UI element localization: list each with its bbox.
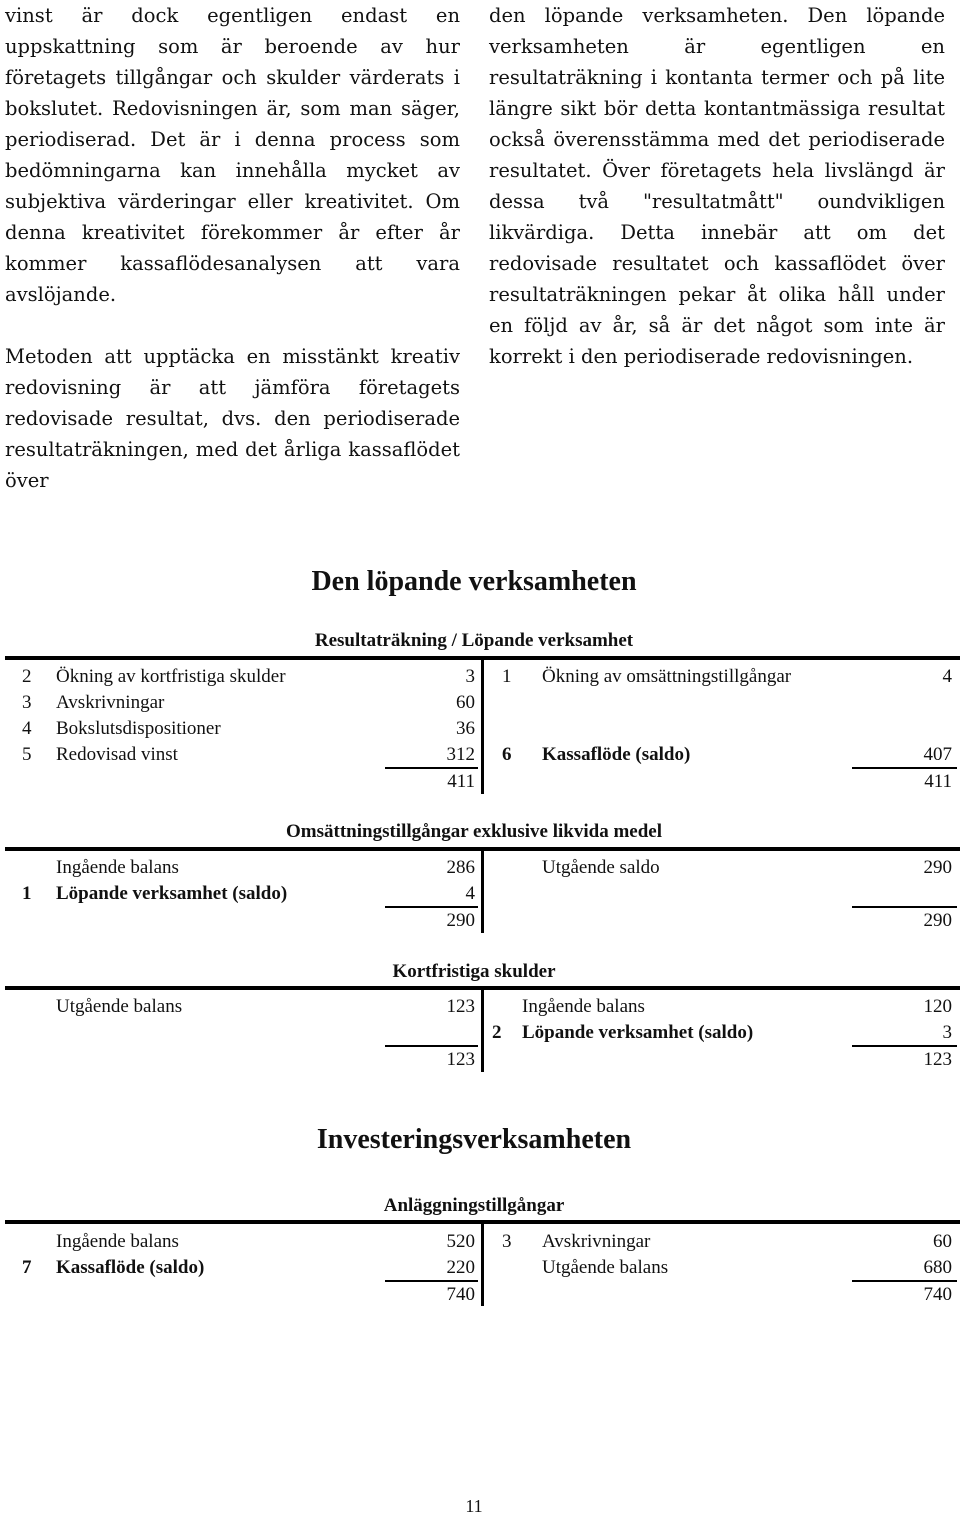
entry-amount: 120 [923,996,952,1017]
entry-label: Bokslutsdispositioner [56,718,221,739]
total-right: 290 [923,910,952,931]
entry-amount: 4 [942,666,952,687]
sum-underline [385,1280,478,1282]
sum-underline [385,1045,478,1047]
total-left: 411 [447,771,475,792]
total-right: 411 [924,771,952,792]
entry-amount: 290 [923,857,952,878]
sum-underline [852,1045,957,1047]
ref-number: 1 [22,883,32,904]
sum-underline [852,906,957,908]
entry-amount: 4 [465,883,475,904]
account-title-resultatrakning: Resultaträkning / Löpande verksamhet [314,630,634,651]
entry-label: Utgående saldo [542,857,660,878]
t-account-divider [481,851,484,933]
left-text-column [5,0,460,496]
sum-underline [852,1280,957,1282]
entry-amount: 36 [456,718,475,739]
entry-label: Ingående balans [56,857,179,878]
section-title-investering: Investeringsverksamheten [316,1124,632,1155]
entry-amount: 3 [465,666,475,687]
total-left: 290 [446,910,475,931]
entry-amount: 60 [456,692,475,713]
t-account-divider [481,1224,484,1306]
entry-label: Redovisad vinst [56,744,178,765]
total-left: 123 [446,1049,475,1070]
entry-label: Avskrivningar [542,1231,651,1252]
entry-label: Utgående balans [56,996,183,1017]
account-title-kortfristiga-skulder: Kortfristiga skulder [392,961,556,982]
entry-amount: 123 [446,996,475,1017]
account-title-anlaggningstillgangar: Anläggningstillgångar [383,1195,565,1216]
entry-label: Ingående balans [522,996,645,1017]
t-account-divider [481,660,484,794]
ref-number: 2 [22,666,32,687]
entry-label: Löpande verksamhet (saldo) [56,883,288,904]
account-title-omsattningstillgangar: Omsättningstillgångar exklusive likvida medel [286,821,662,842]
entry-amount: 286 [446,857,475,878]
entry-label: Ökning av omsättningstillgångar [542,666,792,687]
entry-label: Ökning av kortfristiga skulder [56,666,286,687]
entry-amount: 3 [942,1022,952,1043]
ref-number: 3 [22,692,32,713]
entry-amount: 220 [446,1257,475,1278]
right-text-column [489,0,945,372]
ref-number: 6 [502,744,512,765]
sum-underline [385,906,478,908]
entry-label: Löpande verksamhet (saldo) [522,1022,754,1043]
ref-number: 5 [22,744,32,765]
entry-amount: 680 [923,1257,952,1278]
sum-underline [852,767,957,769]
total-left: 740 [446,1284,475,1305]
left-paragraph-1: vinst är dock egentligen endast en uppskattning som är beroende av hur företagets tillgångar och skulder värderats i bokslutet. Redovisningen är, som man säger, periodiserad. Det är i denna process som bedömningarna kan innehålla mycket av subjektiva värderingar eller kreativitet. Om denna kreativitet förekommer år efter år kommer kassaflödesanalysen att vara avslöjande. [5,4,460,306]
section-title-lopande: Den löpande verksamheten [311,566,637,597]
ref-number: 7 [22,1257,32,1278]
page-number: 11 [465,1496,483,1516]
right-paragraph-1: den löpande verksamheten. Den löpande verksamheten är egentligen en resultaträkning i kontanta termer och på lite längre sikt bör detta kontantmässiga resultat också överensstämma med det periodiserade resultatet. Över företagets hela livslängd är dessa två "resultatmått" oundvikligen likvärdiga. Detta innebär att om det redovisade resultatet och kassaflödet över resultaträkningen pekar åt olika håll under en följd av år, så är det något som inte är korrekt i den periodiserade redovisningen. [489,4,945,368]
entry-amount: 407 [923,744,952,765]
left-paragraph-2: Metoden att upptäcka en misstänkt kreativ redovisning är att jämföra företagets redovisade resultat, dvs. den periodiserade resultaträkningen, med det årliga kassaflödet över [5,345,460,492]
entry-label: Ingående balans [56,1231,179,1252]
entry-amount: 60 [933,1231,952,1252]
entry-label: Kassaflöde (saldo) [542,744,691,765]
entry-amount: 312 [446,744,475,765]
ref-number: 2 [492,1022,502,1043]
ref-number: 1 [502,666,512,687]
entry-label: Kassaflöde (saldo) [56,1257,205,1278]
ref-number: 3 [502,1231,512,1252]
entry-label: Utgående balans [542,1257,669,1278]
total-right: 123 [923,1049,952,1070]
t-account-divider [481,990,484,1072]
entry-amount: 520 [446,1231,475,1252]
sum-underline [385,767,478,769]
ref-number: 4 [22,718,32,739]
entry-label: Avskrivningar [56,692,165,713]
total-right: 740 [923,1284,952,1305]
